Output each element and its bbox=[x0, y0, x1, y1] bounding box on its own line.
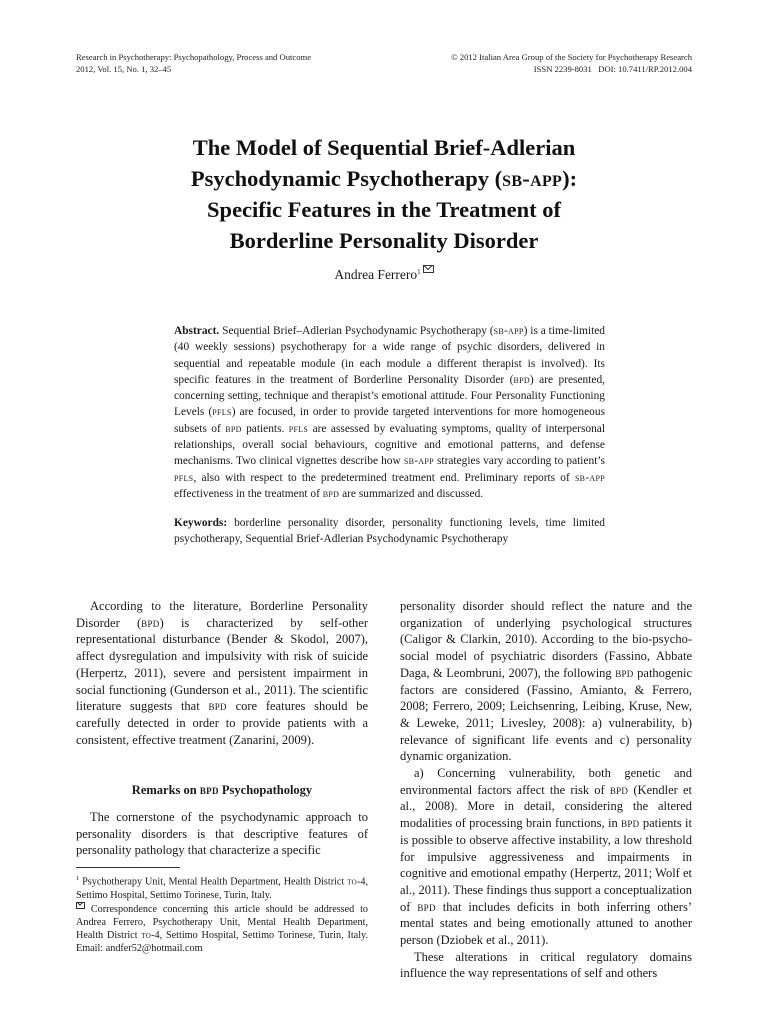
journal-name: Research in Psychotherapy: Psychopathology, Process and Outcome bbox=[76, 52, 312, 62]
body-text: that includes deficits in both inferring others’ mental states and being emotionally attuned to another person (Dziobek et al., 2011). bbox=[400, 899, 692, 948]
acronym: bpd bbox=[208, 699, 227, 714]
title-line-3: Specific Features in the Treatment of bbox=[207, 197, 561, 222]
acronym: pfls bbox=[288, 422, 309, 435]
title-acronym: sb-app bbox=[502, 166, 563, 191]
acronym: bpd bbox=[199, 783, 219, 798]
envelope-icon[interactable] bbox=[423, 265, 434, 273]
section-heading bbox=[76, 782, 368, 799]
paragraph bbox=[400, 598, 692, 765]
footnote-affiliation bbox=[76, 872, 368, 902]
abstract-text: ) are focused, in order to provide targeted interventions for more homogeneous subsets of bbox=[174, 406, 605, 435]
keywords-label: Keywords: bbox=[174, 517, 228, 529]
acronym: sb-app bbox=[493, 325, 524, 337]
running-header-left bbox=[76, 52, 311, 75]
acronym: pfls bbox=[174, 471, 194, 484]
acronym: bpd bbox=[621, 816, 640, 831]
paragraph: These alterations in critical regulatory domains influence the way representations of self and others bbox=[400, 949, 692, 981]
doi: DOI: 10.7411/RP.2012.004 bbox=[598, 63, 692, 74]
acronym: sb-app bbox=[403, 455, 434, 468]
footnote-text: -4, Settimo Hospital, Settimo Torinese, Turin, Italy. bbox=[76, 876, 368, 901]
body-text: a) Concerning vulnerability, both genetic and environmental factors affect the risk of bbox=[400, 766, 692, 797]
title-line-2 bbox=[100, 163, 668, 194]
acronym: pfls bbox=[212, 406, 232, 419]
body-text: personality disorder should reflect the nature and the organization of underlying psychological structures (Caligor & Clarkin, 2010). According to the bio-psycho-social model of psychiatric disorders (Fassino, Abbate Daga, & Leombruni, 2007), the following bbox=[400, 599, 692, 680]
right-column bbox=[400, 598, 692, 982]
footnote-text: Correspondence concerning this article should be addressed to Andrea Ferrero, Psychotherapy Unit, Mental Health Department, Health District bbox=[76, 903, 368, 942]
keywords bbox=[174, 515, 605, 548]
abstract-text: Sequential Brief–Adlerian Psychodynamic Psychotherapy ( bbox=[219, 325, 494, 337]
acronym: to bbox=[141, 930, 152, 942]
footnote-text: Psychotherapy Unit, Mental Health Department, Health District bbox=[79, 876, 348, 888]
abstract bbox=[174, 323, 605, 502]
title-line-2-text: Psychodynamic Psychotherapy ( bbox=[190, 166, 503, 191]
acronym: bpd bbox=[609, 782, 629, 797]
title-line-4: Borderline Personality Disorder bbox=[229, 228, 539, 253]
footnote-mark: 1 bbox=[76, 875, 80, 882]
footnotes bbox=[76, 872, 368, 956]
abstract-text: , also with respect to the predetermined treatment end. Preliminary reports of bbox=[193, 471, 575, 484]
acronym: sb-app bbox=[574, 471, 605, 484]
issn-doi-line bbox=[451, 64, 692, 76]
acronym: bpd bbox=[615, 665, 634, 680]
footnote-divider bbox=[76, 867, 180, 868]
author-line bbox=[0, 265, 768, 283]
body-text: patients it is possible to observe affective instability, a low threshold for impulsive aggressiveness and impairments in cognitive and emotional empathy (Herpertz, 2011; Wolf et al., 2011). These findings thus support a conceptualization of bbox=[400, 816, 692, 914]
envelope-icon bbox=[76, 902, 85, 909]
copyright-line: © 2012 Italian Area Group of the Society for Psychotherapy Research bbox=[451, 52, 692, 62]
keywords-text: borderline personality disorder, personality functioning levels, time limited psychotherapy, Sequential Brief-Adlerian Psychodynamic Psychotherapy bbox=[174, 517, 605, 546]
left-column bbox=[76, 598, 368, 859]
abstract-text: ) are presented, concerning setting, technique and therapist’s emotional attitude. Four Personality Functioning Levels ( bbox=[174, 373, 606, 419]
footnote-correspondence bbox=[76, 902, 368, 956]
acronym: bpd bbox=[141, 615, 160, 630]
paragraph bbox=[76, 598, 368, 748]
acronym: bpd bbox=[513, 373, 530, 386]
abstract-text: ) is a time-limited (40 weekly sessions) psychotherapy for a wide range of psychic disorders, delivered in sequential and repeatable module (in each module a different therapist is involved). Its specific features in the treatment of Borderline Personality Disorder ( bbox=[174, 325, 605, 386]
title-line-1: The Model of Sequential Brief-Adlerian bbox=[192, 135, 576, 160]
acronym: bpd bbox=[417, 899, 436, 914]
acronym: bpd bbox=[322, 487, 340, 500]
author-name: Andrea Ferrero bbox=[334, 267, 418, 282]
abstract-label: Abstract. bbox=[174, 325, 220, 337]
author-affiliation-mark: 1 bbox=[417, 268, 421, 276]
running-header-right bbox=[451, 52, 692, 75]
abstract-text: are assessed by evaluating symptoms, quality of interpersonal relationships, overall social behaviours, cognitive and emotional patterns, and defense mechanisms. Two clinical vignettes describe how bbox=[174, 422, 605, 468]
abstract-text: effectiveness in the treatment of bbox=[174, 487, 323, 500]
abstract-text: are summarized and discussed. bbox=[339, 487, 484, 500]
body-text: According to the literature, Borderline Personality Disorder ( bbox=[76, 599, 368, 630]
body-text: ) is characterized by self-other representational disturbance (Bender & Skodol, 2007), affect dysregulation and impulsivity with risk of suicide (Herpertz, 2011), severe and persistent impairment in social functioning (Gunderson et al., 2011). The scientific literature suggests that bbox=[76, 615, 368, 714]
abstract-text: patients. bbox=[241, 422, 289, 435]
heading-text: Psychopathology bbox=[218, 783, 313, 798]
title-line-2-end: ): bbox=[562, 166, 578, 191]
journal-volume: 2012, Vol. 15, No. 1, 32–45 bbox=[76, 63, 172, 74]
body-text: pathogenic factors are considered (Fassino, Amianto, & Ferrero, 2008; Ferrero, 2009; Leichsenring, Leibing, Kruse, New, & Leweke, 2011; Livesley, 2008): a) vulnerability, b) relevance of significant life events and c) personality dynamic organization. bbox=[400, 665, 692, 764]
body-text: core features should be carefully detected in order to provide patients with a consistent, effective treatment (Zanarini, 2009). bbox=[76, 699, 368, 747]
paragraph bbox=[400, 765, 692, 949]
article-title bbox=[100, 132, 668, 256]
heading-text: Remarks on bbox=[131, 783, 200, 798]
abstract-text: strategies vary according to patient’s bbox=[433, 455, 605, 468]
paragraph: The cornerstone of the psychodynamic approach to personality disorders is that descriptive features of personality pathology that characterize a specific bbox=[76, 810, 368, 858]
body-text: (Kendler et al., 2008). More in detail, considering the altered modalities of processing brain functions, in bbox=[400, 782, 692, 831]
acronym: to bbox=[347, 876, 357, 888]
issn: ISSN 2239-8031 bbox=[533, 63, 592, 74]
footnote-text: -4, Settimo Hospital, Settimo Torinese, Turin, Italy. Email: andfer52@hotmail.com bbox=[76, 930, 368, 955]
acronym: bpd bbox=[225, 422, 242, 435]
